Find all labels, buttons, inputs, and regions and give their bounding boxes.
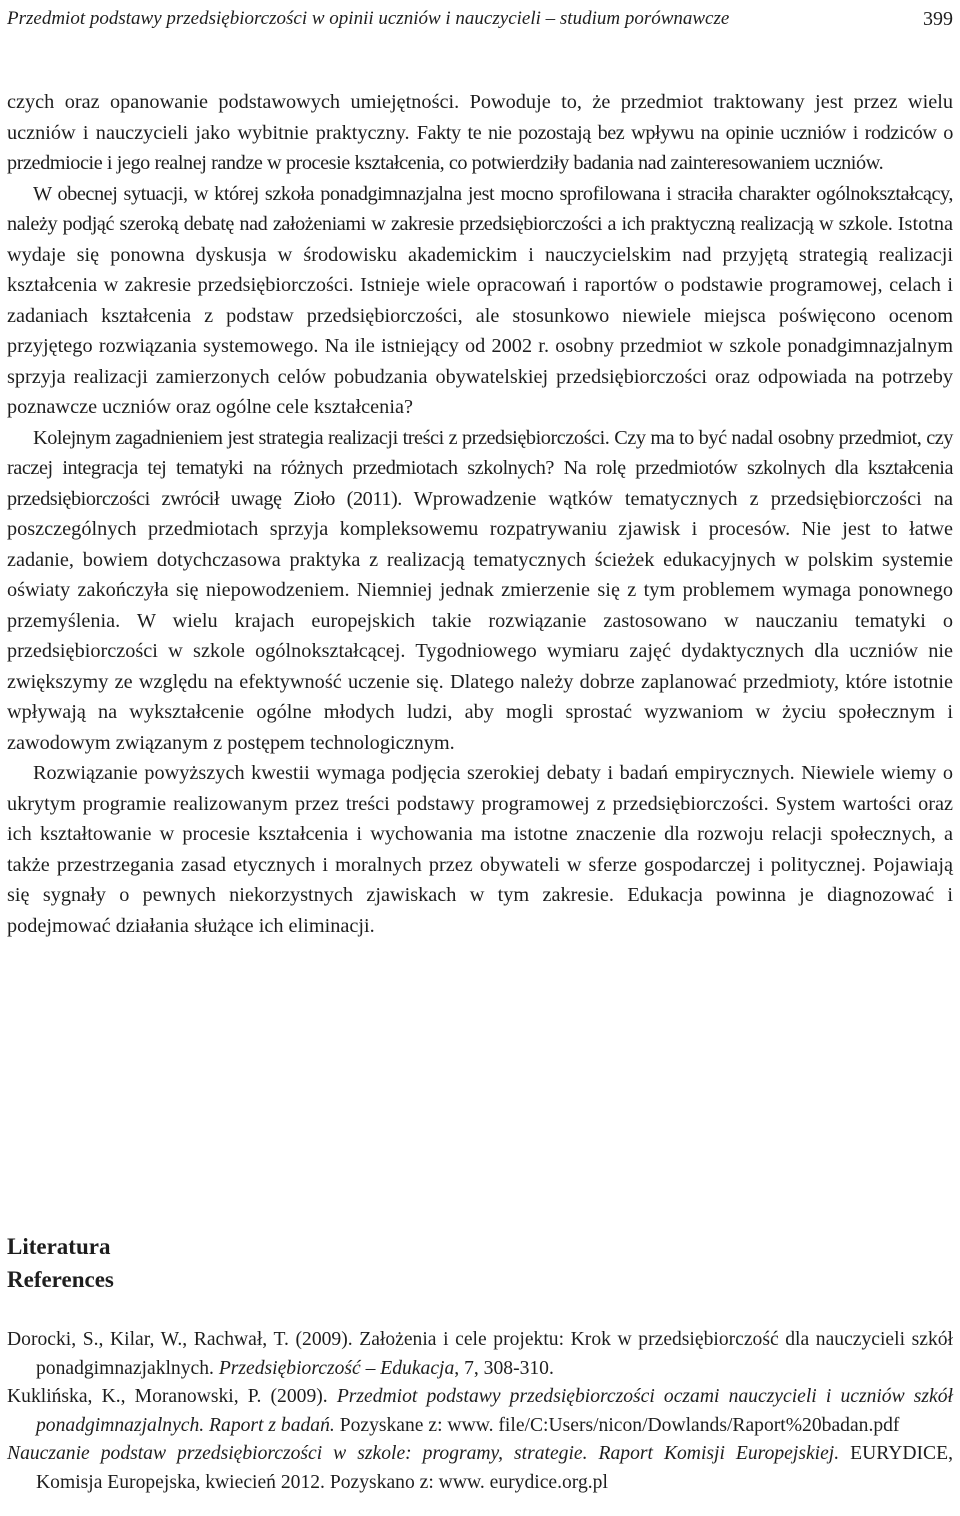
body-text	[7, 87, 953, 941]
literature-heading	[7, 1230, 114, 1296]
reference-list	[7, 1326, 953, 1498]
heading-literatura: Literatura	[7, 1234, 111, 1259]
paragraph-2	[7, 179, 953, 423]
reference-2-main: Kuklińska, K., Moranowski, P. (2009).	[7, 1386, 337, 1408]
reference-1-italic: Przedsiębiorczość – Edukacja	[218, 1357, 455, 1379]
reference-entry-1	[7, 1326, 953, 1383]
paragraph-1-text-b: Fakty te nie pozostają bez wpływu na opinie uczniów i rodziców o przedmiocie i jego realnej randze w procesie kształcenia, co potwierdziły badania nad zainteresowaniem uczniów.	[7, 121, 953, 174]
paragraph-2-text-a: W obecnej sytuacji, w której szkoła ponadgimnazjalna jest mocno sprofilowana i straciła charakter ogólnokształcący, należy podjąć szeroką debatę nad założeniami w zakresie przedsiębiorczości a ich praktyczną realizacją w szkole.	[7, 182, 953, 235]
running-title: Przedmiot podstawy przedsiębiorczości w opinii uczniów i nauczycieli – studium porównawcze	[7, 8, 730, 29]
page-number: 399	[923, 8, 953, 30]
reference-1-main: Dorocki, S., Kilar, W., Rachwał, T. (2009). Założenia i cele projektu: Krok w przedsiębiorczość dla nauczycieli szkół ponadgimnazjaklnych.	[7, 1329, 953, 1379]
running-header	[7, 4, 953, 34]
paragraph-4-text-a: Rozwiązanie powyższych kwestii wymaga podjęcia szerokiej debaty i badań empirycznych. Niewiele wiemy o ukrytym programie realizowanym przez treści podstawy programowej z przedsiębiorczości. System wartości oraz ich kształtowanie w procesie kształcenia i wychowania ma istotne znaczenie dla rozwoju relacji społecznych, a także przestrzegania zasad etycznych i moralnych przez obywateli w sferze gospodarczej i politycznej. Pojawiają się sygnały o pewnych niekorzystnych zjawiskach w tym zakresie. Edukacja powinna je diagnozować i podejmować działania służące ich eliminacji.	[7, 762, 953, 937]
reference-entry-3	[7, 1440, 953, 1497]
paragraph-3-text-b: Wprowadzenie wątków tematycznych z przedsiębiorczości na poszczególnych przedmiotach sprzyja kompleksowemu rozpatrywaniu zjawisk i procesów. Nie jest to łatwe zadanie, bowiem dotychczasowa praktyka z realizacją tematycznych ścieżek edukacyjnych w polskim systemie oświaty zakończyła się niepowodzeniem. Niemniej jednak zmierzenie się z tym problemem wymaga ponownego przemyślenia. W wielu krajach europejskich takie rozwiązanie zastosowano w nauczaniu tematyki o przedsiębiorczości w szkole ogólnokształcącej. Tygodniowego wymiaru zajęć dydaktycznych dla uczniów nie zwiększymy ze względu na efektywność uczenie się. Dlatego należy dobrze zaplanować przedmioty, które istotnie wpływają na wykształcenie ogólne młodych ludzi, aby mogli sprostać wyzwaniom w życiu społecznym i zawodowym związanym z postępem technologicznym.	[7, 487, 954, 754]
paragraph-3-text-a: Kolejnym zagadnieniem jest strategia realizacji treści z przedsiębiorczości. Czy ma to być nadal osobny przedmiot, czy raczej integracja tej tematyki na różnych przedmiotach szkolnych? Na rolę przedmiotów szkolnych dla kształcenia przedsiębiorczości zwrócił uwagę Zioło (2011).	[7, 426, 953, 510]
paragraph-1	[7, 87, 953, 179]
reference-3-tail: EURYDICE, Komisja Europejska, kwiecień 2012. Pozyskano z: www. eurydice.org.pl	[36, 1443, 953, 1493]
paragraph-1-text-a: czych oraz opanowanie podstawowych umiejętności. Powoduje to, że przedmiot traktowany jest przez wielu uczniów i nauczycieli jako wybitnie praktyczny.	[7, 91, 953, 144]
reference-1-tail: , 7, 308-310.	[454, 1357, 554, 1379]
reference-entry-2	[7, 1383, 953, 1440]
paragraph-3	[7, 423, 953, 759]
paragraph-2-text-b: Istotna wydaje się ponowna dyskusja w środowisku akademickim i nauczycielskim nad przyjętą strategią realizacji kształcenia w zakresie przedsiębiorczości. Istnieje wiele opracowań i raportów o podstawie programowej, celach i zadaniach kształcenia z podstaw przedsiębiorczości, ale stosunkowo niewiele miejsca poświęcono ocenom przyjętego rozwiązania systemowego. Na ile istniejący od 2002 r. osobny przedmiot w szkole ponadgimnazjalnym sprzyja realizacji zamierzonych celów pobudzania obywatelskiej przedsiębiorczości oraz odpowiada na potrzeby poznawcze uczniów oraz ogólne cele kształcenia?	[7, 213, 953, 418]
reference-2-tail: Pozyskane z: www. file/C:Users/nicon/Dowlands/Raport%20badan.pdf	[334, 1414, 900, 1436]
heading-references: References	[7, 1267, 114, 1292]
reference-3-italic: Nauczanie podstaw przedsiębiorczości w szkole: programy, strategie. Raport Komisji Europejskiej.	[7, 1443, 840, 1465]
paragraph-4	[7, 758, 953, 941]
reference-2-italic: Przedmiot podstawy przedsiębiorczości oczami nauczycieli i uczniów szkół ponadgimnazjalnych. Raport z badań.	[36, 1386, 953, 1436]
